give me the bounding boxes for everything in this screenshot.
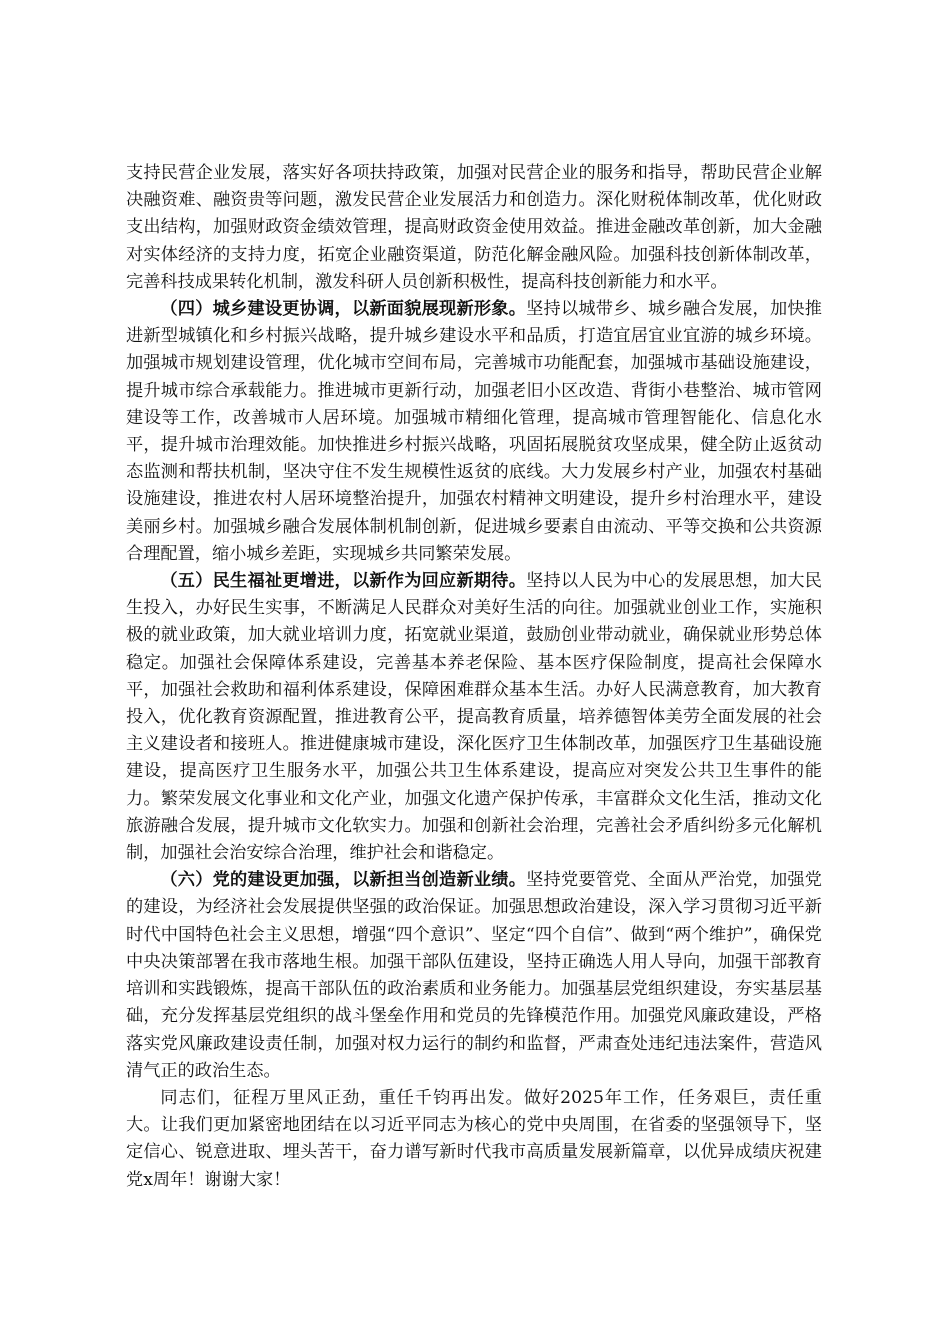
paragraph-body: 坚持以城带乡、城乡融合发展，加快推进新型城镇化和乡村振兴战略，提升城乡建设水平和品质，打造宜居宜业宜游的城乡环境。加强城市规划建设管理，优化城市空间布局，完善城市功能配套，加强城市基础设施建设，提升城市综合承载能力。推进城市更新行动，加强老旧小区改造、背街小巷整治、城市管网建设等工作，改善城市人居环境。加强城市精细化管理，提高城市管理智能化、信息化水平，提升城市治理效能。加快推进乡村振兴战略，巩固拓展脱贫攻坚成果，健全防止返贫动态监测和帮扶机制，坚决守住不发生规模性返贫的底线。大力发展乡村产业，加强农村基础设施建设，推进农村人居环境整治提升，加强农村精神文明建设，提升乡村治理水平，建设美丽乡村。加强城乡融合发展体制机制创新，促进城乡要素自由流动、平等交换和公共资源合理配置，缩小城乡差距，实现城乡共同繁荣发展。 [126, 299, 822, 564]
paragraph-body: 坚持党要管党、全面从严治党，加强党的建设，为经济社会发展提供坚强的政治保证。加强思想政治建设，深入学习贯彻习近平新时代中国特色社会主义思想，增强“四个意识”、坚定“四个自信”、做到“两个维护”，确保党中央决策部署在我市落地生根。加强干部队伍建设，坚持正确选人用人导向，加强干部教育培训和实践锻炼，提高干部队伍的政治素质和业务能力。加强基层党组织建设，夯实基层基础，充分发挥基层党组织的战斗堡垒作用和党员的先锋模范作用。加强党风廉政建设，严格落实党风廉政建设责任制，加强对权力运行的制约和监督，严肃查处违纪违法案件，营造风清气正的政治生态。 [126, 870, 822, 1081]
section-heading: （五）民生福祉更增进，以新作为回应新期待。 [160, 571, 527, 592]
paragraph-body: 坚持以人民为中心的发展思想，加大民生投入，办好民生实事，不断满足人民群众对美好生活的向往。加强就业创业工作，实施积极的就业政策，加大就业培训力度，拓宽就业渠道，鼓励创业带动就业，确保就业形势总体稳定。加强社会保障体系建设，完善基本养老保险、基本医疗保险制度，提高社会保障水平，加强社会救助和福利体系建设，保障困难群众基本生活。办好人民满意教育，加大教育投入，优化教育资源配置，推进教育公平，提高教育质量，培养德智体美劳全面发展的社会主义建设者和接班人。推进健康城市建设，深化医疗卫生体制改革，加强医疗卫生基础设施建设，提高医疗卫生服务水平，加强公共卫生体系建设，提高应对突发公共卫生事件的能力。繁荣发展文化事业和文化产业，加强文化遗产保护传承，丰富群众文化生活，推动文化旅游融合发展，提升城市文化软实力。加强和创新社会治理，完善社会矛盾纠纷多元化解机制，加强社会治安综合治理，维护社会和谐稳定。 [126, 571, 822, 864]
paragraph-body: 同志们，征程万里风正劲，重任千钧再出发。做好2025年工作，任务艰巨，责任重大。让我们更加紧密地团结在以习近平同志为核心的党中央周围，在省委的坚强领导下，坚定信心、锐意进取、埋头苦干，奋力谱写新时代我市高质量发展新篇章，以优异成绩庆祝建党x周年！谢谢大家！ [126, 1087, 822, 1190]
section-heading: （六）党的建设更加强，以新担当创造新业绩。 [160, 870, 527, 891]
document-page [126, 160, 822, 1194]
paragraph-closing [126, 1085, 822, 1194]
paragraph-section-4 [126, 296, 822, 568]
section-heading: （四）城乡建设更协调，以新面貌展现新形象。 [160, 299, 527, 320]
paragraph-section-6 [126, 867, 822, 1085]
paragraph-section-5 [126, 568, 822, 867]
paragraph-intro-continuation [126, 160, 822, 296]
paragraph-body: 支持民营企业发展，落实好各项扶持政策，加强对民营企业的服务和指导，帮助民营企业解决融资难、融资贵等问题，激发民营企业发展活力和创造力。深化财税体制改革，优化财政支出结构，加强财政资金绩效管理，提高财政资金使用效益。推进金融改革创新，加大金融对实体经济的支持力度，拓宽企业融资渠道，防范化解金融风险。加强科技创新体制改革，完善科技成果转化机制，激发科研人员创新积极性，提高科技创新能力和水平。 [126, 163, 822, 292]
